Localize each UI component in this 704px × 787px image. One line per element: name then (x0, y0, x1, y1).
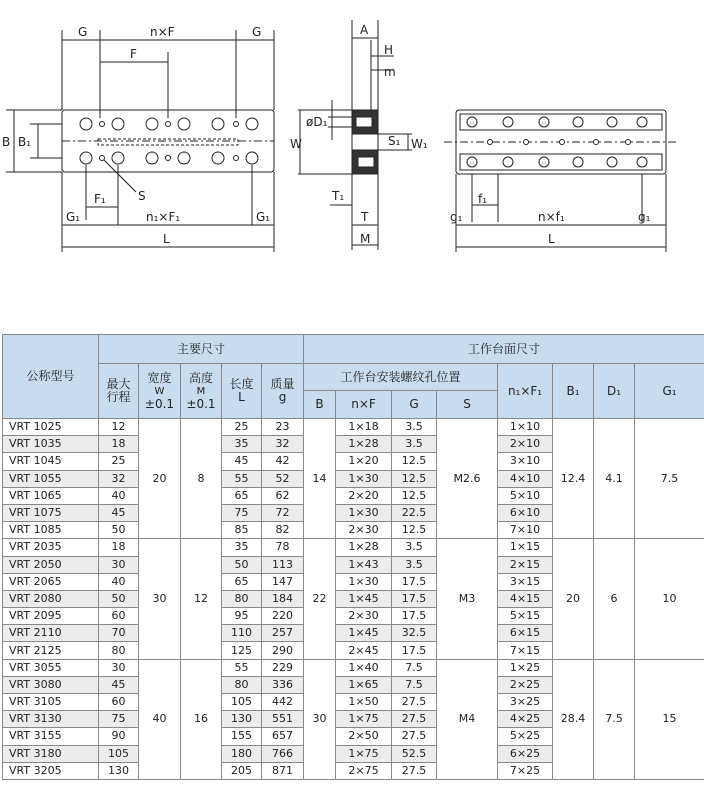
cell-n1F1: 1×10 (498, 419, 553, 436)
header-height-sym: M (196, 385, 206, 397)
cell-model: VRT 2050 (3, 556, 99, 573)
cell-length: 50 (222, 556, 262, 573)
spec-table-body (3, 419, 704, 780)
cell-stroke: 105 (99, 745, 139, 762)
cell-stroke: 30 (99, 556, 139, 573)
label-H: H (384, 43, 394, 57)
cell-S: M4 (437, 659, 498, 779)
cell-model: VRT 3130 (3, 711, 99, 728)
header-mass: 质量 g (262, 364, 304, 419)
cell-stroke: 70 (99, 625, 139, 642)
header-height (181, 364, 222, 419)
cell-stroke: 32 (99, 470, 139, 487)
cell-model: VRT 1025 (3, 419, 99, 436)
header-table-dims: 工作台面尺寸 (304, 335, 704, 364)
cell-n1F1: 3×10 (498, 453, 553, 470)
cell-width: 30 (139, 539, 181, 659)
cell-G1: 15 (635, 659, 704, 779)
label-T: T (361, 210, 369, 224)
cell-n1F1: 5×15 (498, 608, 553, 625)
header-height-tol: ±0.1 (186, 396, 216, 411)
cell-n1F1: 2×15 (498, 556, 553, 573)
cell-mass: 657 (262, 728, 304, 745)
label-G1-right: G₁ (256, 210, 271, 224)
cell-n1F1: 5×10 (498, 487, 553, 504)
cell-width: 40 (139, 659, 181, 779)
cell-length: 65 (222, 573, 262, 590)
cell-stroke: 90 (99, 728, 139, 745)
cell-n1F1: 7×25 (498, 762, 553, 779)
cell-length: 75 (222, 504, 262, 521)
cell-S: M2.6 (437, 419, 498, 539)
cell-length: 45 (222, 453, 262, 470)
cell-G: 12.5 (392, 487, 437, 504)
cell-mass: 336 (262, 676, 304, 693)
cell-G: 27.5 (392, 711, 437, 728)
cell-n1F1: 3×15 (498, 573, 553, 590)
cell-length: 55 (222, 659, 262, 676)
cell-B: 14 (304, 419, 336, 539)
cell-stroke: 18 (99, 539, 139, 556)
cell-model: VRT 1065 (3, 487, 99, 504)
header-G: G (392, 391, 437, 419)
cell-nF: 1×43 (336, 556, 392, 573)
cell-stroke: 40 (99, 573, 139, 590)
label-W: W (290, 137, 302, 151)
table-row (3, 659, 704, 676)
label-S: S (138, 189, 146, 203)
label-A: A (360, 23, 369, 37)
cell-mass: 871 (262, 762, 304, 779)
cell-length: 180 (222, 745, 262, 762)
cell-stroke: 130 (99, 762, 139, 779)
cell-stroke: 12 (99, 419, 139, 436)
cell-mass: 229 (262, 659, 304, 676)
label-G1-left: G₁ (66, 210, 81, 224)
cell-nF: 2×50 (336, 728, 392, 745)
header-main-dims: 主要尺寸 (99, 335, 304, 364)
cell-length: 25 (222, 419, 262, 436)
cell-G: 3.5 (392, 539, 437, 556)
cell-mass: 147 (262, 573, 304, 590)
cell-mass: 113 (262, 556, 304, 573)
label-M: M (360, 232, 371, 246)
cell-nF: 1×30 (336, 470, 392, 487)
cell-length: 155 (222, 728, 262, 745)
cell-stroke: 45 (99, 676, 139, 693)
cell-B1: 20 (553, 539, 594, 659)
label-L-right: L (548, 232, 555, 246)
cell-stroke: 30 (99, 659, 139, 676)
cell-mass: 42 (262, 453, 304, 470)
cell-G1: 10 (635, 539, 704, 659)
label-nF: n×F (150, 25, 175, 39)
header-width-sym: W (154, 385, 165, 397)
cell-n1F1: 4×15 (498, 590, 553, 607)
cell-B: 30 (304, 659, 336, 779)
cell-nF: 1×50 (336, 694, 392, 711)
cell-G: 22.5 (392, 504, 437, 521)
cell-G: 27.5 (392, 694, 437, 711)
cell-n1F1: 4×10 (498, 470, 553, 487)
cell-model: VRT 1035 (3, 436, 99, 453)
cell-G: 12.5 (392, 470, 437, 487)
cell-D1: 7.5 (594, 659, 635, 779)
cell-model: VRT 3055 (3, 659, 99, 676)
header-n1F1: n₁×F₁ (498, 364, 553, 419)
cell-n1F1: 7×15 (498, 642, 553, 659)
cell-G1: 7.5 (635, 419, 704, 539)
cell-nF: 1×45 (336, 590, 392, 607)
cell-model: VRT 3155 (3, 728, 99, 745)
cell-stroke: 80 (99, 642, 139, 659)
cell-length: 80 (222, 590, 262, 607)
cell-length: 110 (222, 625, 262, 642)
cell-length: 130 (222, 711, 262, 728)
label-m: m (384, 65, 396, 79)
header-G1: G₁ (635, 364, 704, 419)
header-nF: n×F (336, 391, 392, 419)
cell-nF: 1×75 (336, 711, 392, 728)
cell-n1F1: 5×25 (498, 728, 553, 745)
cell-nF: 1×45 (336, 625, 392, 642)
cell-mass: 257 (262, 625, 304, 642)
header-B1: B₁ (553, 364, 594, 419)
cell-n1F1: 3×25 (498, 694, 553, 711)
cell-nF: 2×20 (336, 487, 392, 504)
cell-n1F1: 6×10 (498, 504, 553, 521)
header-B: B (304, 391, 336, 419)
cell-B: 22 (304, 539, 336, 659)
cell-nF: 1×75 (336, 745, 392, 762)
cell-n1F1: 6×15 (498, 625, 553, 642)
header-mount-holes: 工作台安装螺纹孔位置 (304, 364, 498, 391)
cell-mass: 82 (262, 522, 304, 539)
cell-nF: 1×30 (336, 573, 392, 590)
label-D1: øD₁ (306, 115, 328, 129)
label-F: F (130, 47, 137, 61)
cell-nF: 2×30 (336, 522, 392, 539)
cell-nF: 1×20 (336, 453, 392, 470)
cell-nF: 2×75 (336, 762, 392, 779)
label-B1: B₁ (18, 135, 32, 149)
spec-table (2, 334, 704, 780)
header-model: 公称型号 (3, 335, 99, 419)
cell-G: 7.5 (392, 676, 437, 693)
cell-G: 3.5 (392, 436, 437, 453)
cell-model: VRT 3105 (3, 694, 99, 711)
label-nf1: n×f₁ (538, 210, 565, 224)
cell-stroke: 75 (99, 711, 139, 728)
cell-height: 8 (181, 419, 222, 539)
cell-mass: 52 (262, 470, 304, 487)
cell-nF: 1×30 (336, 504, 392, 521)
cell-length: 65 (222, 487, 262, 504)
cell-length: 205 (222, 762, 262, 779)
cell-model: VRT 1075 (3, 504, 99, 521)
header-width-tol: ±0.1 (144, 396, 175, 411)
header-S: S (437, 391, 498, 419)
cell-G: 3.5 (392, 419, 437, 436)
header-width (139, 364, 181, 419)
cell-G: 32.5 (392, 625, 437, 642)
label-B: B (2, 135, 11, 149)
cell-model: VRT 1055 (3, 470, 99, 487)
cell-B1: 28.4 (553, 659, 594, 779)
label-g1-left: g₁ (450, 210, 463, 224)
cell-mass: 442 (262, 694, 304, 711)
cell-model: VRT 2065 (3, 573, 99, 590)
cell-model: VRT 2035 (3, 539, 99, 556)
label-T1: T₁ (332, 189, 345, 203)
cell-G: 27.5 (392, 762, 437, 779)
cell-mass: 32 (262, 436, 304, 453)
cell-mass: 220 (262, 608, 304, 625)
cell-length: 55 (222, 470, 262, 487)
cell-n1F1: 6×25 (498, 745, 553, 762)
cell-stroke: 50 (99, 522, 139, 539)
header-width-label: 宽度 (147, 370, 172, 385)
cell-mass: 62 (262, 487, 304, 504)
cell-D1: 6 (594, 539, 635, 659)
label-G-left: G (78, 25, 88, 39)
cell-model: VRT 1085 (3, 522, 99, 539)
label-n1F1: n₁×F₁ (146, 210, 181, 224)
cell-model: VRT 2095 (3, 608, 99, 625)
cell-B1: 12.4 (553, 419, 594, 539)
cell-stroke: 50 (99, 590, 139, 607)
cell-width: 20 (139, 419, 181, 539)
cell-nF: 1×65 (336, 676, 392, 693)
label-W1: W₁ (411, 137, 428, 151)
cell-mass: 184 (262, 590, 304, 607)
label-L-left: L (163, 232, 170, 246)
cell-stroke: 60 (99, 694, 139, 711)
cell-length: 80 (222, 676, 262, 693)
cell-nF: 2×45 (336, 642, 392, 659)
header-height-label: 高度 (188, 370, 213, 385)
cell-model: VRT 2080 (3, 590, 99, 607)
cell-model: VRT 2125 (3, 642, 99, 659)
cell-n1F1: 1×15 (498, 539, 553, 556)
cell-stroke: 18 (99, 436, 139, 453)
cell-G: 27.5 (392, 728, 437, 745)
cell-n1F1: 7×10 (498, 522, 553, 539)
cell-model: VRT 3080 (3, 676, 99, 693)
cell-G: 17.5 (392, 573, 437, 590)
cell-length: 35 (222, 436, 262, 453)
cell-length: 85 (222, 522, 262, 539)
cell-mass: 78 (262, 539, 304, 556)
cell-mass: 72 (262, 504, 304, 521)
cell-G: 12.5 (392, 453, 437, 470)
cell-model: VRT 1045 (3, 453, 99, 470)
label-S1: S₁ (388, 134, 401, 148)
cell-stroke: 40 (99, 487, 139, 504)
cell-nF: 1×28 (336, 539, 392, 556)
cell-n1F1: 2×25 (498, 676, 553, 693)
cell-height: 16 (181, 659, 222, 779)
cell-nF: 1×40 (336, 659, 392, 676)
cell-nF: 1×18 (336, 419, 392, 436)
cell-stroke: 45 (99, 504, 139, 521)
cell-stroke: 60 (99, 608, 139, 625)
header-length: 长度 L (222, 364, 262, 419)
header-stroke: 最大 行程 (99, 364, 139, 419)
cell-mass: 551 (262, 711, 304, 728)
cell-stroke: 25 (99, 453, 139, 470)
cell-D1: 4.1 (594, 419, 635, 539)
cell-model: VRT 2110 (3, 625, 99, 642)
header-D1: D₁ (594, 364, 635, 419)
cell-n1F1: 1×25 (498, 659, 553, 676)
label-g1-right: g₁ (638, 210, 651, 224)
cell-G: 52.5 (392, 745, 437, 762)
cell-length: 125 (222, 642, 262, 659)
cell-length: 95 (222, 608, 262, 625)
cell-mass: 766 (262, 745, 304, 762)
label-F1: F₁ (94, 192, 106, 206)
cell-G: 12.5 (392, 522, 437, 539)
cell-G: 3.5 (392, 556, 437, 573)
cell-model: VRT 3205 (3, 762, 99, 779)
table-row (3, 419, 704, 436)
cell-G: 17.5 (392, 608, 437, 625)
cell-height: 12 (181, 539, 222, 659)
cell-nF: 2×30 (336, 608, 392, 625)
table-row (3, 539, 704, 556)
cell-G: 17.5 (392, 590, 437, 607)
cell-nF: 1×28 (336, 436, 392, 453)
cell-S: M3 (437, 539, 498, 659)
cell-G: 17.5 (392, 642, 437, 659)
cell-model: VRT 3180 (3, 745, 99, 762)
label-G-right: G (252, 25, 262, 39)
label-f1: f₁ (478, 192, 488, 206)
cell-n1F1: 2×10 (498, 436, 553, 453)
cell-G: 7.5 (392, 659, 437, 676)
cell-length: 35 (222, 539, 262, 556)
cell-length: 105 (222, 694, 262, 711)
cell-n1F1: 4×25 (498, 711, 553, 728)
cell-mass: 290 (262, 642, 304, 659)
cell-mass: 23 (262, 419, 304, 436)
technical-drawing (0, 0, 704, 300)
